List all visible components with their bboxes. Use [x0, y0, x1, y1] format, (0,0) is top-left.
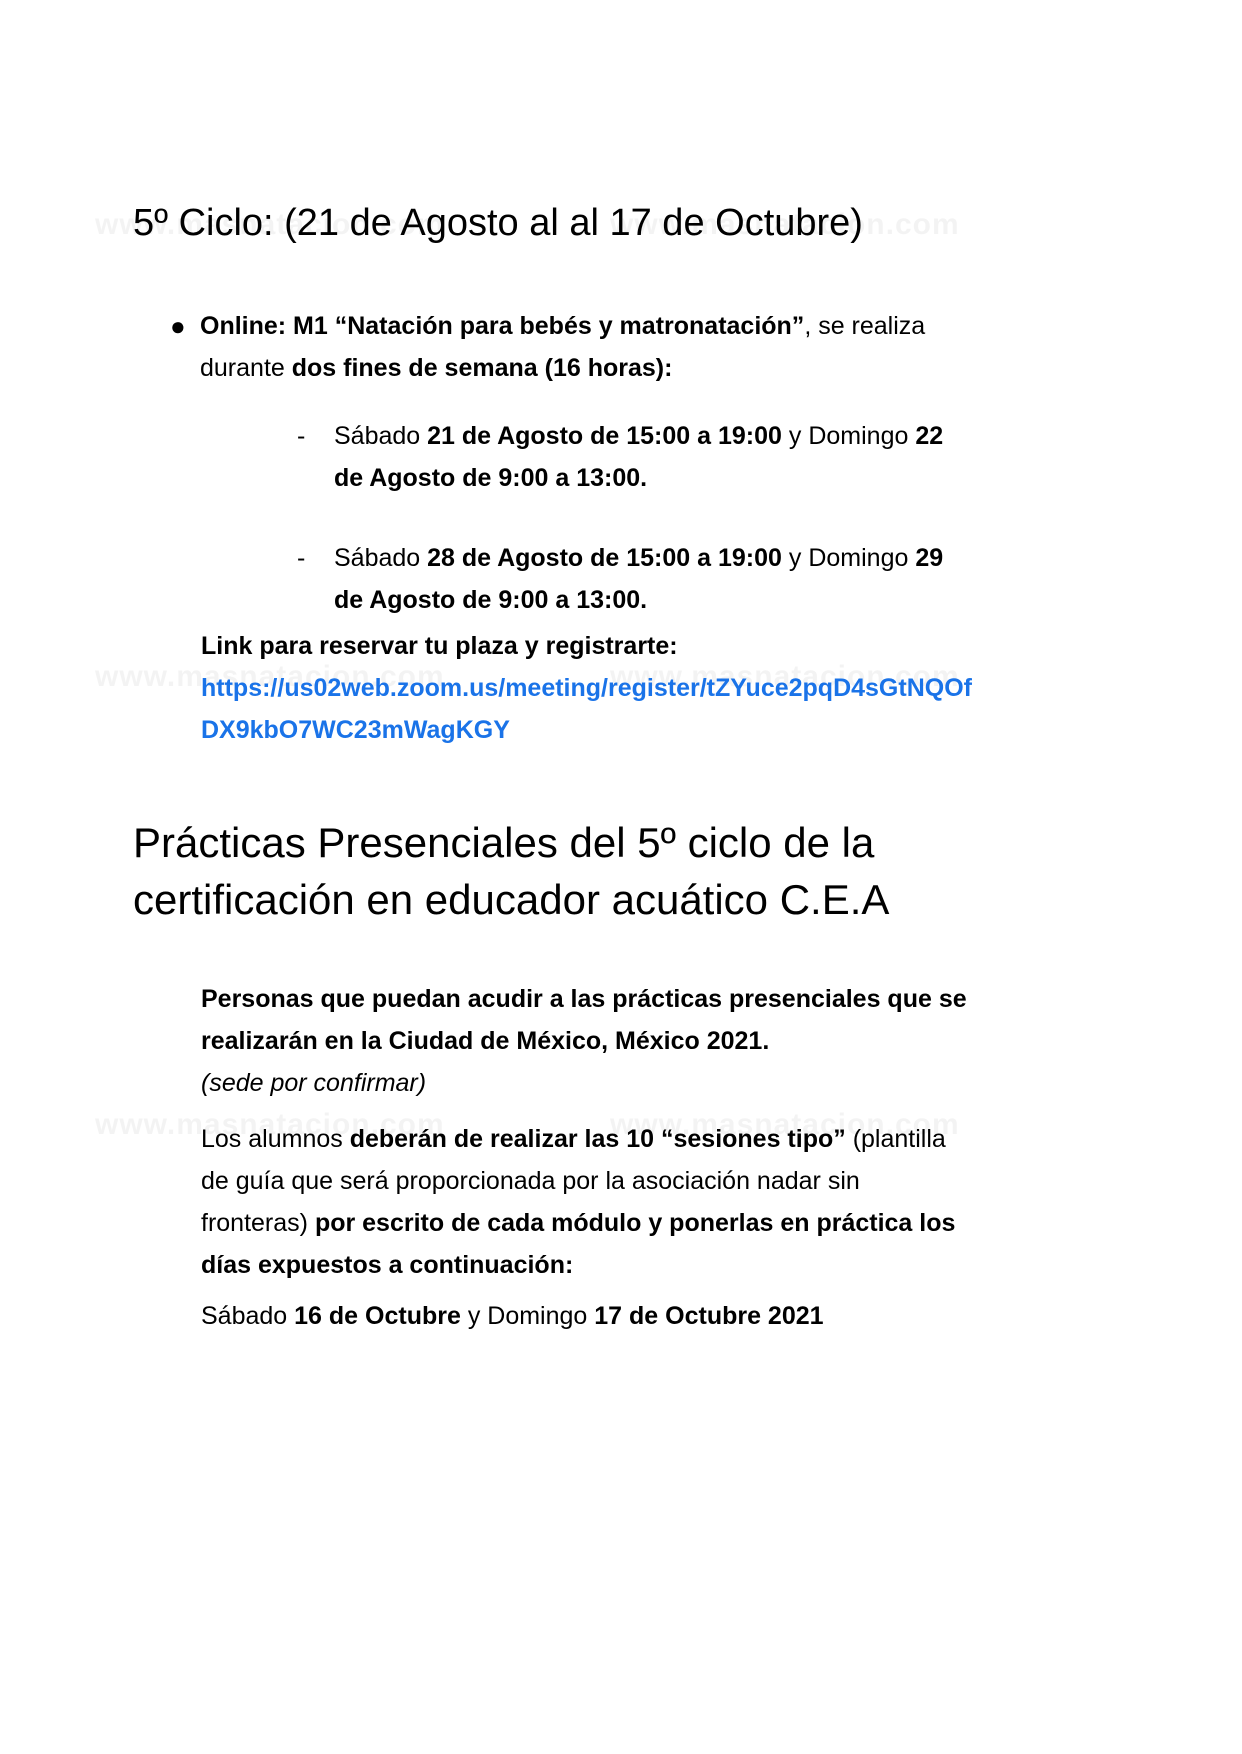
section-heading-practices: Prácticas Presenciales del 5º ciclo de la certificación en educador acuático C.E.A [133, 819, 890, 923]
list-item [297, 537, 967, 621]
schedule-sunday-label: y Domingo [781, 422, 916, 450]
list-item [297, 415, 967, 499]
dash-bullet-icon: - [297, 544, 306, 572]
online-module-tail: , se realiza [804, 312, 926, 340]
requirements-colon: : [564, 1251, 574, 1279]
bullet-dot-icon: ● [170, 311, 186, 341]
page-title: 5º Ciclo: (21 de Agosto al al 17 de Octubre) [133, 202, 863, 244]
practice-sunday-label: y Domingo [460, 1302, 595, 1330]
registration-link[interactable]: https://us02web.zoom.us/meeting/register/tZYuce2pqD4sGtNQOfDX9kbO7WC23mWagKGY [201, 674, 972, 744]
online-module-text [200, 305, 960, 389]
practice-saturday-label: Sábado [201, 1302, 295, 1330]
online-module-title: Online: M1 “Natación para bebés y matronatación” [200, 312, 805, 340]
schedule-sunday-label: y Domingo [781, 544, 916, 572]
requirements-lead: Los alumnos [201, 1125, 350, 1153]
dash-bullet-icon: - [297, 422, 306, 450]
schedule-list [297, 415, 967, 659]
requirements-middle: (plantilla de guía que será proporcionada por la asociación nadar sin fronteras) [201, 1125, 946, 1237]
requirements-modules: por escrito de cada módulo y ponerlas en práctica los días expuestos a continuación [201, 1209, 956, 1279]
attendees-paragraph [201, 978, 971, 1104]
schedule-sunday-value: 22 de Agosto de 9:00 a 13:00. [334, 422, 944, 492]
schedule-sunday-value: 29 de Agosto de 9:00 a 13:00. [334, 544, 944, 614]
schedule-entry-text [334, 415, 967, 499]
schedule-saturday-label: Sábado [334, 544, 428, 572]
registration-block [201, 625, 991, 751]
duration-colon: : [664, 354, 673, 382]
practice-saturday-value: 16 de Octubre [294, 1302, 461, 1330]
requirements-paragraph [201, 1118, 971, 1286]
schedule-entry-text [334, 537, 967, 621]
bullet-row [170, 305, 960, 389]
duration-lead: durante [200, 354, 292, 382]
attendees-text: Personas que puedan acudir a las prácticas presenciales que se realizarán en la Ciudad de México, México 2021. [201, 985, 967, 1055]
online-module-bullet [170, 305, 960, 389]
schedule-saturday-value: 28 de Agosto de 15:00 a 19:00 [427, 544, 782, 572]
venue-note: (sede por confirmar) [201, 1069, 427, 1097]
registration-label: Link para reservar tu plaza y registrarte: [201, 632, 678, 660]
practice-dates-paragraph [201, 1295, 971, 1337]
requirements-sessions: deberán de realizar las 10 “sesiones tipo” [349, 1125, 846, 1153]
practice-sunday-value: 17 de Octubre 2021 [594, 1302, 824, 1330]
schedule-saturday-value: 21 de Agosto de 15:00 a 19:00 [427, 422, 782, 450]
duration-bold: dos fines de semana (16 horas) [291, 354, 665, 382]
schedule-saturday-label: Sábado [334, 422, 428, 450]
